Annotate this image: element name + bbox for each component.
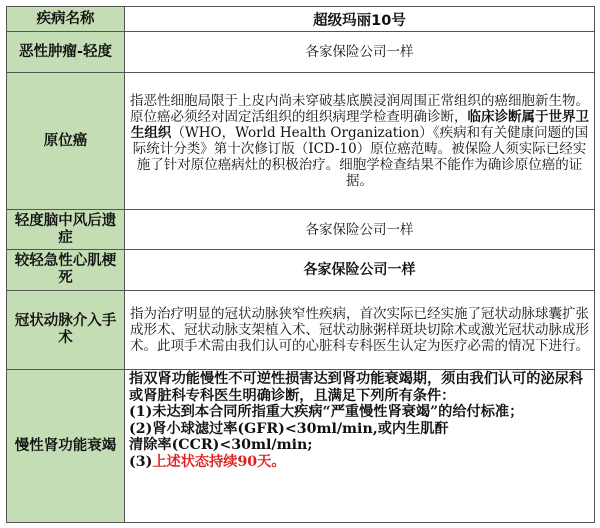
disease-name-cell: 恶性肿瘤-轻度 [7, 32, 125, 73]
table-row [7, 370, 595, 523]
table-row [7, 32, 595, 73]
definition-cell: 指为治疗明显的冠状动脉狭窄性疾病，首次实际已经实施了冠状动脉球囊扩张成形术、冠状动脉支架植入术、冠状动脉粥样斑块切除术或激光冠状动脉成形术。此项手术需由我们认可的心脏科专科医生认定为医疗必需的情况下进行。 [125, 291, 595, 370]
definition-text: 指恶性细胞局限于上皮内尚未穿破基底膜浸润周围正常组织的癌细胞新生物。原位癌必须经对固定活组织的组织病理学检查明确诊断， [130, 93, 589, 125]
definition-bold-text: 临床诊断属于世界卫生组织 [130, 109, 589, 141]
table-row [7, 73, 595, 210]
disease-name-header: 疾病名称 [7, 7, 125, 32]
condition-item-3-prefix: (3) [129, 453, 153, 470]
condition-item-1: (1)未达到本合同所指重大疾病“严重慢性肾衰竭”的给付标准； [129, 404, 524, 421]
definition-cell: 各家保险公司一样 [125, 250, 595, 291]
table-row [7, 250, 595, 291]
definition-cell [125, 370, 595, 523]
disease-name-cell: 慢性肾功能衰竭 [7, 370, 125, 523]
disease-name-cell: 原位癌 [7, 73, 125, 210]
condition-item-3-highlight: 上述状态持续90天。 [152, 453, 286, 470]
condition-item-2-line-1: (2)肾小球滤过率(GFR)<30ml/min,或内生肌酐 [129, 420, 449, 437]
condition-item-3 [129, 454, 590, 471]
condition-item-2-line-2: 清除率(CCR)<30ml/min; [129, 437, 313, 454]
definition-cell: 各家保险公司一样 [125, 210, 595, 250]
disease-name-cell: 较轻急性心肌梗死 [7, 250, 125, 291]
critical-illness-table [6, 6, 595, 523]
table-row [7, 210, 595, 250]
plan-name-header: 超级玛丽10号 [125, 7, 595, 32]
disease-name-cell: 冠状动脉介入手术 [7, 291, 125, 370]
disease-name-cell: 轻度脑中风后遗症 [7, 210, 125, 250]
table-row [7, 291, 595, 370]
definition-intro: 指双肾功能慢性不可逆性损害达到肾功能衰竭期，须由我们认可的泌尿科或肾脏科专科医生明确诊断，且满足下列所有条件： [129, 371, 584, 404]
definition-cell: 各家保险公司一样 [125, 32, 595, 73]
definition-cell [125, 73, 595, 210]
table-header-row [7, 7, 595, 32]
definition-text: （WHO，World Health Organization）《疾病和有关健康问题的国际统计分类》第十次修订版（ICD-10）原位癌范畴。被保险人须实际已经实施了针对原位癌病灶的积极治疗。细胞学检查结果不能作为确诊原位癌的证据。 [132, 125, 589, 189]
